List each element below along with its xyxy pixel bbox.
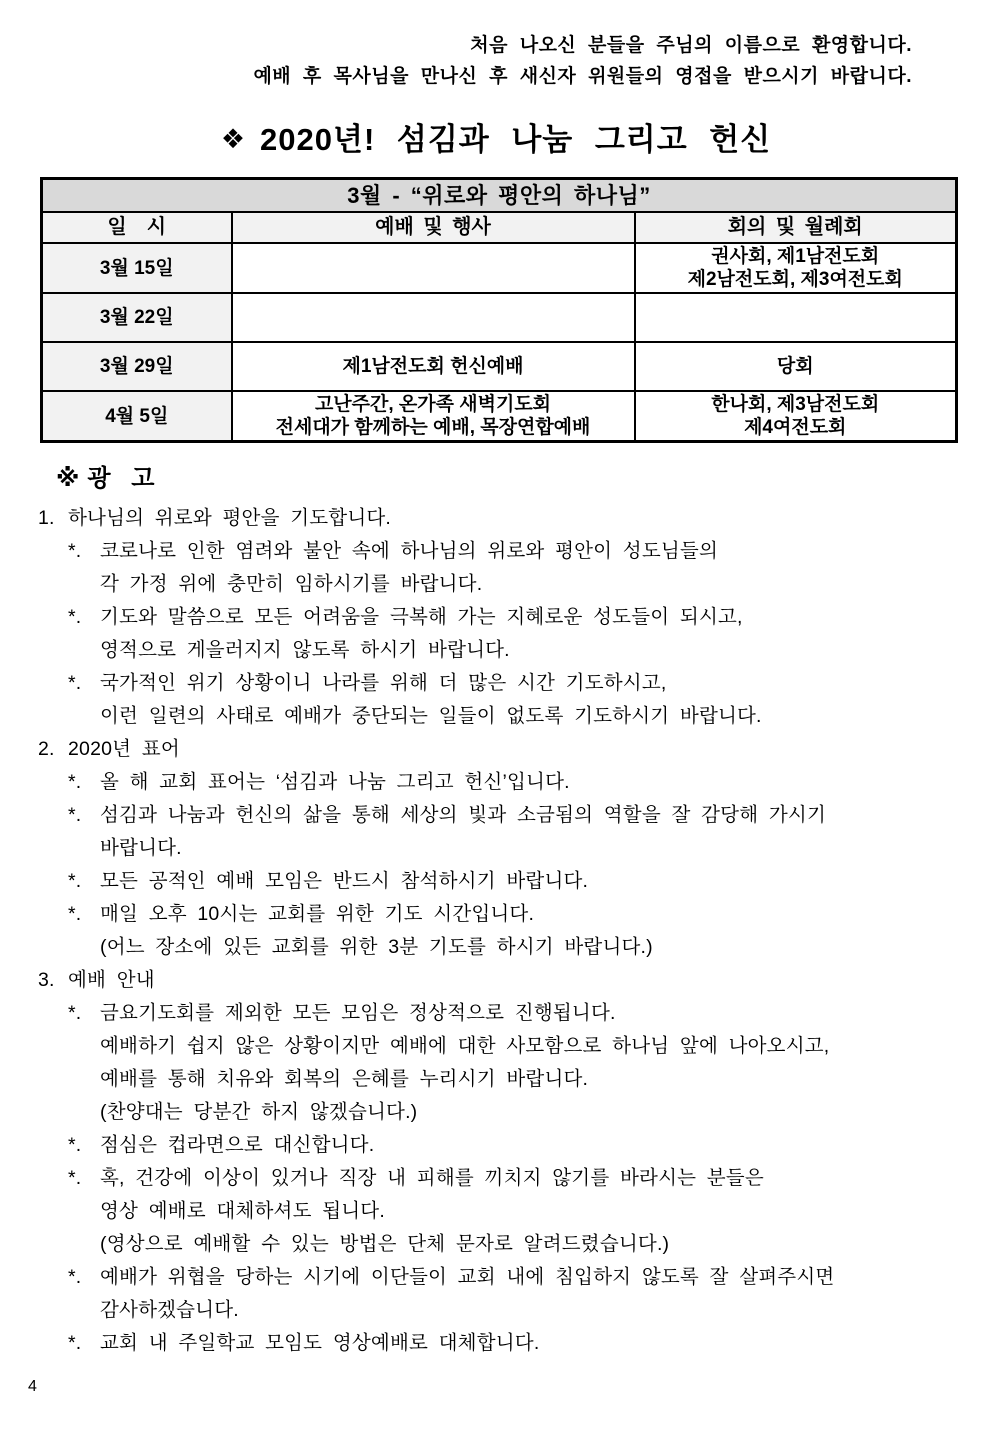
announcement-item (0, 502, 992, 733)
announcement-sub-line (0, 667, 992, 700)
page-title-text: 2020년! 섬김과 나눔 그리고 헌신 (260, 122, 772, 157)
announcement-sub-line (0, 1261, 992, 1294)
cell-date: 3월 29일 (42, 342, 232, 391)
asterisk-bullet-marker: *. (68, 1002, 82, 1024)
sub-line-text: 기도와 말씀으로 모든 어려움을 극복해 가는 지혜로운 성도들이 되시고, (100, 606, 743, 628)
announcement-title-text: 2020년 표어 (68, 738, 180, 760)
table-row (42, 342, 957, 391)
welcome-notice-line1: 처음 나오신 분들을 주님의 이름으로 환영합니다. (470, 35, 912, 56)
sub-line-text: 매일 오후 10시는 교회를 위한 기도 시간입니다. (100, 903, 535, 925)
announcement-sub-line (0, 799, 992, 832)
announcement-number: 1. (38, 507, 55, 529)
announcement-sub-continuation: 예배를 통해 치유와 회복의 은혜를 누리시기 바랍니다. (100, 1068, 589, 1090)
asterisk-bullet-marker: *. (68, 606, 82, 628)
announcement-sub-line (0, 1327, 992, 1360)
table-header-row (42, 212, 957, 243)
cell-worship (232, 391, 635, 442)
table-row (42, 293, 957, 342)
reference-mark-icon: ※ (56, 465, 80, 492)
announcement-sub-continuation: 각 가정 위에 충만히 임하시기를 바랍니다. (100, 573, 483, 595)
announcement-sub-continuation: 이런 일련의 사태로 예배가 중단되는 일들이 없도록 기도하시기 바랍니다. (100, 705, 762, 727)
page-title (0, 114, 992, 159)
cell-meeting (635, 391, 957, 442)
sub-line-text: 예배가 위협을 당하는 시기에 이단들이 교회 내에 침입하지 않도록 잘 살펴주시면 (100, 1266, 835, 1288)
cell-line: 한나회, 제3남전도회 (711, 394, 880, 415)
asterisk-bullet-marker: *. (68, 870, 82, 892)
cell-line: 전세대가 함께하는 예배, 목장연합예배 (275, 417, 591, 438)
sub-line-text: 국가적인 위기 상황이니 나라를 위해 더 많은 시간 기도하시고, (100, 672, 667, 694)
announcement-sub-continuation: (영상으로 예배할 수 있는 방법은 단체 문자로 알려드렸습니다.) (100, 1233, 670, 1255)
table-caption: 3월 - “위로와 평안의 하나님” (42, 179, 957, 213)
announcement-sub-line (0, 535, 992, 568)
asterisk-bullet-marker: *. (68, 771, 82, 793)
cell-line: 당회 (776, 356, 814, 377)
cell-worship (232, 243, 635, 293)
announcement-item (0, 733, 992, 964)
announcement-number: 3. (38, 969, 55, 991)
asterisk-bullet-marker: *. (68, 672, 82, 694)
asterisk-bullet-marker: *. (68, 1332, 82, 1354)
announcement-sub-line (0, 601, 992, 634)
announcement-sub-line (0, 997, 992, 1030)
cell-line: 고난주간, 온가족 새벽기도회 (314, 394, 552, 415)
sub-line-text: 금요기도회를 제외한 모든 모임은 정상적으로 진행됩니다. (100, 1002, 616, 1024)
announcement-sub-continuation: 예배하기 쉽지 않은 상황이지만 예배에 대한 사모함으로 하나님 앞에 나아오시고, (100, 1035, 830, 1057)
welcome-notice (0, 30, 912, 92)
asterisk-bullet-marker: *. (68, 540, 82, 562)
announcement-sub-line (0, 898, 992, 931)
cell-line: 제2남전도회, 제3여전도회 (687, 269, 903, 290)
announcement-title (0, 733, 992, 766)
sub-line-text: 점심은 컵라면으로 대신합니다. (100, 1134, 375, 1156)
asterisk-bullet-marker: *. (68, 1134, 82, 1156)
announcement-number: 2. (38, 738, 55, 760)
sub-line-text: 섬김과 나눔과 헌신의 삶을 통해 세상의 빛과 소금됨의 역할을 잘 감당해 가시기 (100, 804, 826, 826)
announcement-title-text: 예배 안내 (68, 969, 155, 991)
table-row (42, 243, 957, 293)
column-header-meeting: 회의 및 월례회 (635, 212, 957, 243)
announcements-heading-text: 광 고 (87, 465, 162, 492)
sub-line-text: 모든 공적인 예배 모임은 반드시 참석하시기 바랍니다. (100, 870, 589, 892)
announcements-list (0, 502, 992, 1360)
cell-line: 권사회, 제1남전도회 (711, 246, 880, 267)
cell-meeting (635, 293, 957, 342)
announcement-title (0, 502, 992, 535)
announcement-sub-line (0, 865, 992, 898)
cell-worship (232, 342, 635, 391)
welcome-notice-line2: 예배 후 목사님을 만나신 후 새신자 위원들의 영접을 받으시기 바랍니다. (253, 66, 912, 87)
announcement-sub-continuation: 영적으로 게을러지지 않도록 하시기 바랍니다. (100, 639, 510, 661)
column-header-worship: 예배 및 행사 (232, 212, 635, 243)
announcement-sub-continuation: 감사하겠습니다. (100, 1299, 239, 1321)
schedule-table (40, 177, 958, 443)
cell-meeting (635, 243, 957, 293)
cell-line: 제4여전도회 (744, 417, 847, 438)
announcement-sub-line (0, 766, 992, 799)
page-number: 4 (28, 1378, 37, 1395)
asterisk-bullet-marker: *. (68, 903, 82, 925)
sub-line-text: 올 해 교회 표어는 ‘섬김과 나눔 그리고 헌신’입니다. (100, 771, 570, 793)
announcement-sub-continuation: (찬양대는 당분간 하지 않겠습니다.) (100, 1101, 418, 1123)
table-row (42, 391, 957, 442)
announcement-sub-continuation: 영상 예배로 대체하셔도 됩니다. (100, 1200, 385, 1222)
announcement-title-text: 하나님의 위로와 평안을 기도합니다. (68, 507, 392, 529)
asterisk-bullet-marker: *. (68, 804, 82, 826)
table-caption-row (42, 179, 957, 213)
cell-line: 제1남전도회 헌신예배 (342, 356, 524, 377)
announcement-title (0, 964, 992, 997)
announcements-heading (56, 458, 992, 493)
announcement-sub-line (0, 1162, 992, 1195)
announcement-sub-continuation: 바랍니다. (100, 837, 182, 859)
cell-date: 4월 5일 (42, 391, 232, 442)
schedule-table-body (42, 179, 957, 442)
sub-line-text: 교회 내 주일학교 모임도 영상예배로 대체합니다. (100, 1332, 540, 1354)
announcement-sub-continuation: (어느 장소에 있든 교회를 위한 3분 기도를 하시기 바랍니다.) (100, 936, 653, 958)
diamond-bullet-icon: ❖ (220, 124, 247, 154)
cell-meeting (635, 342, 957, 391)
announcement-item (0, 964, 992, 1360)
sub-line-text: 혹, 건강에 이상이 있거나 직장 내 피해를 끼치지 않기를 바라시는 분들은 (100, 1167, 764, 1189)
asterisk-bullet-marker: *. (68, 1266, 82, 1288)
cell-date: 3월 22일 (42, 293, 232, 342)
sub-line-text: 코로나로 인한 염려와 불안 속에 하나님의 위로와 평안이 성도님들의 (100, 540, 718, 562)
announcement-sub-line (0, 1129, 992, 1162)
cell-date: 3월 15일 (42, 243, 232, 293)
cell-worship (232, 293, 635, 342)
asterisk-bullet-marker: *. (68, 1167, 82, 1189)
column-header-date: 일 시 (42, 212, 232, 243)
